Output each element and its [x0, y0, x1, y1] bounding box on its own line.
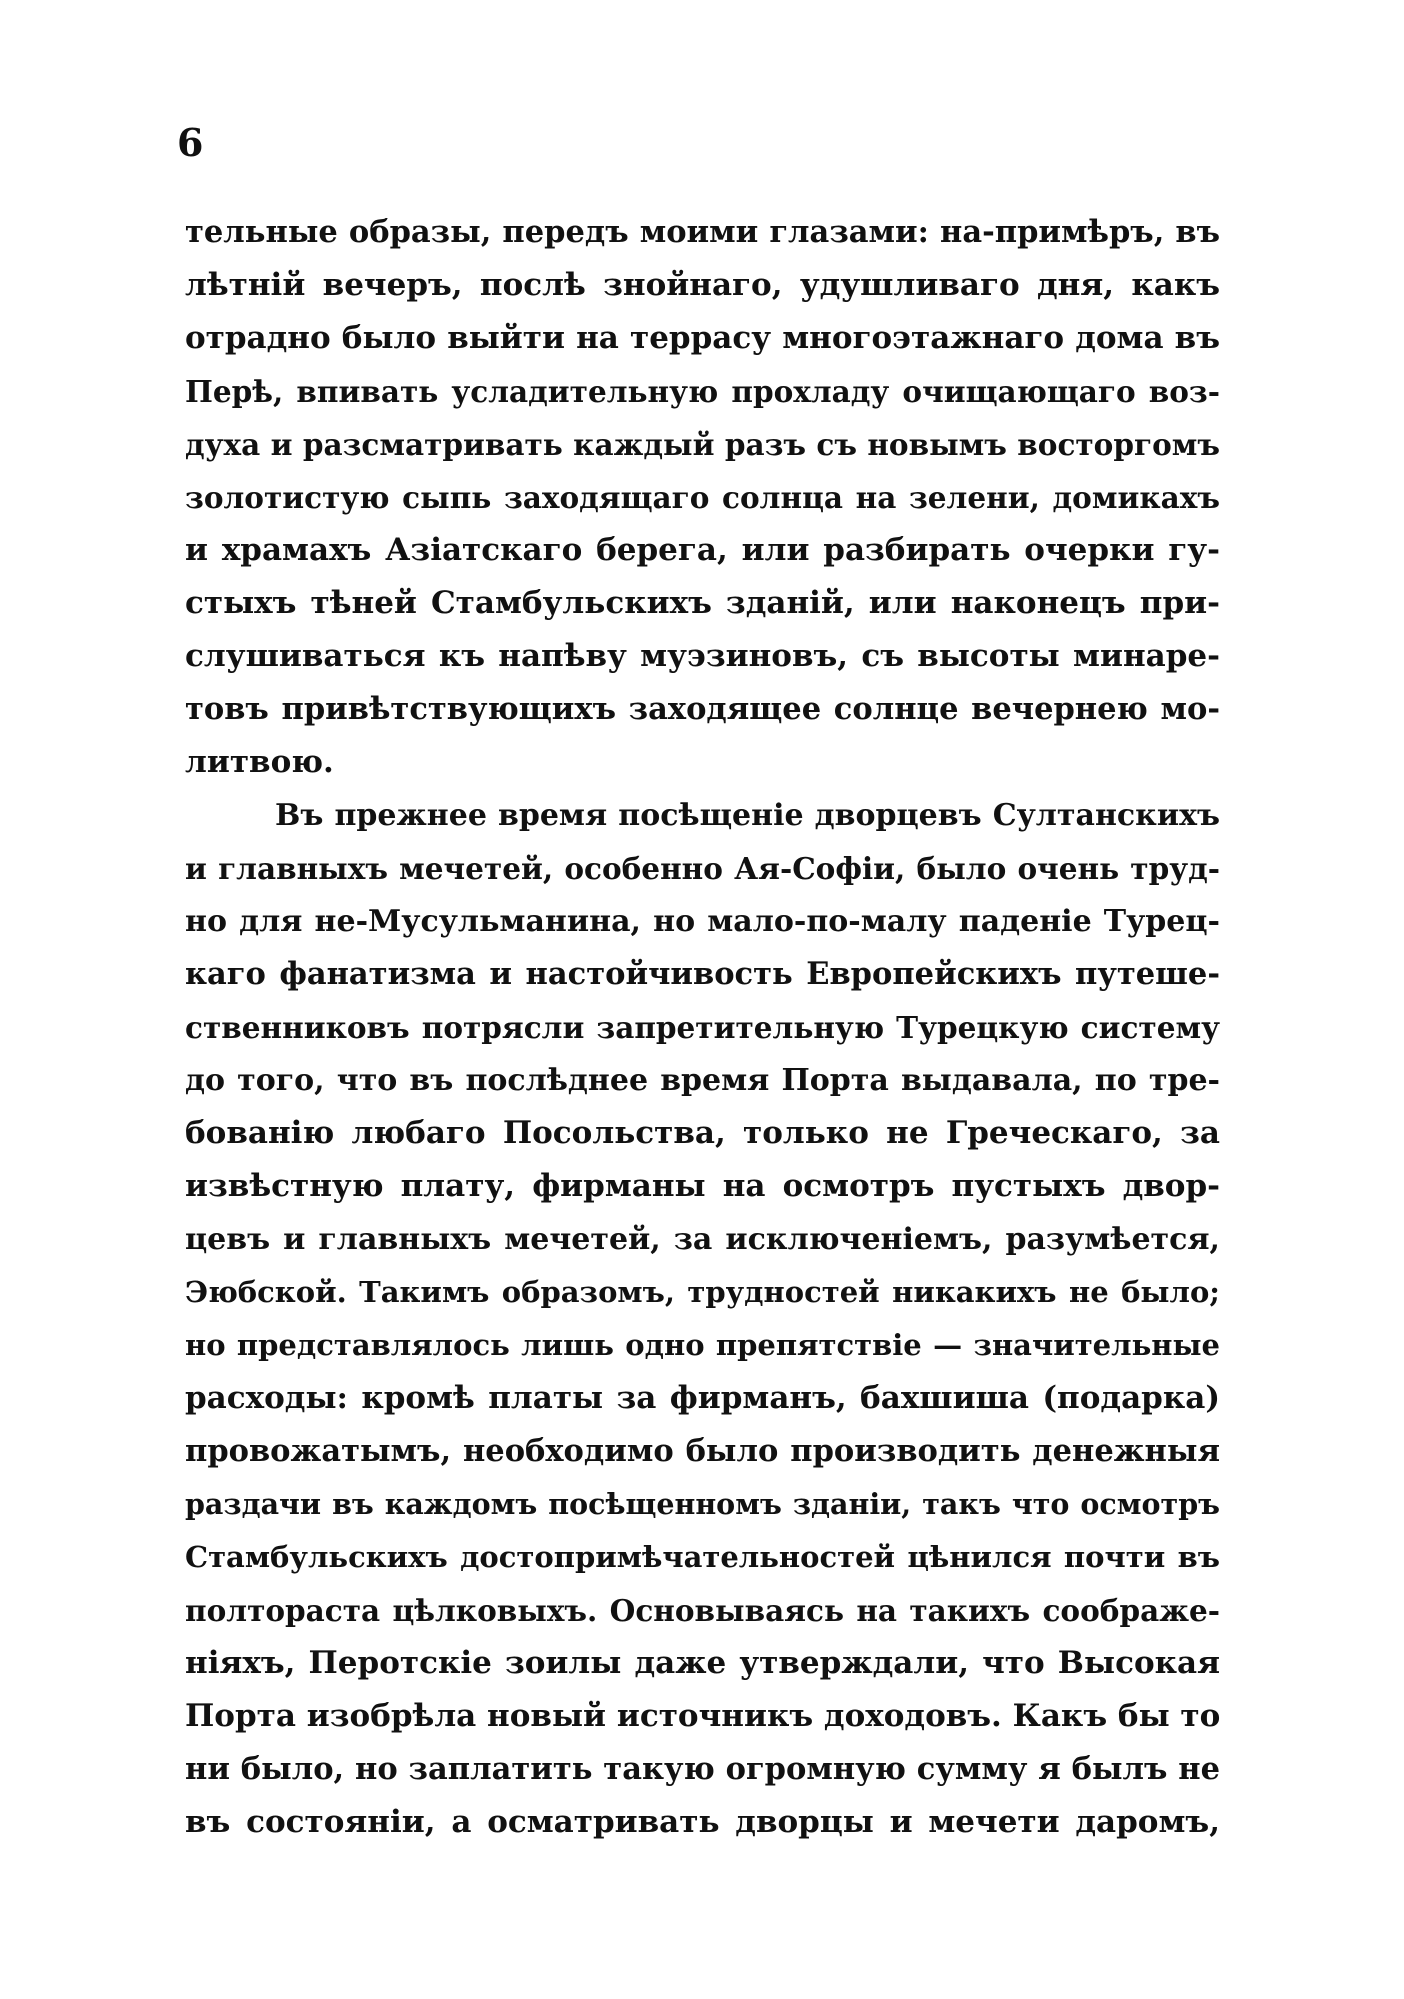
text-line: провожатымъ, необходимо было производить денежныя — [185, 1433, 1220, 1469]
text-line: въ состояніи, а осматривать дворцы и мечети даромъ, — [185, 1804, 1220, 1840]
page-number: 6 — [177, 120, 204, 165]
text-line: раздачи въ каждомъ посѣщенномъ зданіи, такъ что осмотръ — [185, 1487, 1220, 1521]
text-line: тельные образы, передъ моими глазами: на-примѣръ, въ — [185, 214, 1220, 250]
text-line: ніяхъ, Перотскіе зоилы даже утверждали, что Высокая — [185, 1645, 1220, 1681]
text-line: Въ прежнее время посѣщеніе дворцевъ Султанскихъ — [275, 798, 1220, 833]
text-line: бованію любаго Посольства, только не Греческаго, за — [185, 1115, 1220, 1151]
text-line: ственниковъ потрясли запретительную Турецкую систему — [185, 1010, 1220, 1045]
text-line: ни было, но заплатить такую огромную сумму я былъ не — [185, 1751, 1220, 1787]
text-line: духа и разсматривать каждый разъ съ новымъ восторгомъ — [185, 427, 1220, 462]
text-line: стыхъ тѣней Стамбульскихъ зданій, или наконецъ при- — [185, 585, 1220, 621]
text-line: каго фанатизма и настойчивость Европейскихъ путеше- — [185, 956, 1220, 992]
text-line: до того, что въ послѣднее время Порта выдавала, по тре- — [185, 1063, 1220, 1098]
paragraph-2 — [185, 789, 1220, 1849]
text-line: но для не-Мусульманина, но мало-по-малу паденіе Турец- — [185, 904, 1220, 939]
text-line: литвою. — [185, 744, 334, 780]
text-line: расходы: кромѣ платы за фирманъ, бахшиша (подарка) — [185, 1380, 1220, 1416]
text-line: Эюбской. Такимъ образомъ, трудностей никакихъ не было; — [185, 1275, 1220, 1309]
text-line: Порта изобрѣла новый источникъ доходовъ. Какъ бы то — [185, 1698, 1220, 1734]
text-line: слушиваться къ напѣву муэзиновъ, съ высоты минаре- — [185, 638, 1220, 674]
text-line: полтораста цѣлковыхъ. Основываясь на такихъ соображе- — [185, 1593, 1220, 1628]
text-line: и главныхъ мечетей, особенно Ая-Софіи, было очень труд- — [185, 851, 1220, 886]
body-text — [185, 206, 1220, 1849]
text-line: цевъ и главныхъ мечетей, за исключеніемъ, разумѣется, — [185, 1222, 1220, 1257]
text-line: извѣстную плату, фирманы на осмотръ пустыхъ двор- — [185, 1168, 1220, 1204]
text-line: но представлялось лишь одно препятствіе — значительные — [185, 1328, 1220, 1362]
text-line: золотистую сыпь заходящаго солнца на зелени, домикахъ — [185, 480, 1220, 515]
text-line: Стамбульскихъ достопримѣчательностей цѣнился почти въ — [185, 1540, 1220, 1574]
text-line: товъ привѣтствующихъ заходящее солнце вечернею мо- — [185, 691, 1220, 727]
text-line: отрадно было выйти на террасу многоэтажнаго дома въ — [185, 320, 1220, 356]
text-line: и храмахъ Азіатскаго берега, или разбирать очерки гу- — [185, 532, 1220, 568]
paragraph-1 — [185, 206, 1220, 789]
text-line: лѣтній вечеръ, послѣ знойнаго, удушливаго дня, какъ — [185, 267, 1220, 303]
text-line: Перѣ, впивать усладительную прохладу очищающаго воз- — [185, 374, 1220, 409]
